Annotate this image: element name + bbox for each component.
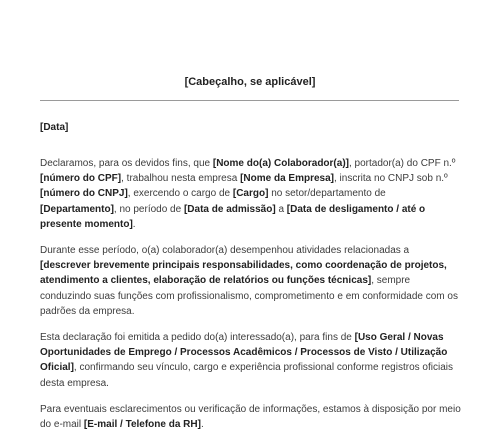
admission-date-placeholder: [Data de admissão]: [183, 203, 276, 215]
responsibilities-placeholder: [descrever brevemente principais responsabilidades, como coordenação de projetos, atendimento a clientes, elaboração de relatórios ou funções técnicas]: [40, 260, 447, 287]
text: Declaramos, para os devidos fins, que: [40, 158, 213, 169]
employee-name-placeholder: [Nome do(a) Colaborador(a)]: [212, 158, 349, 169]
text: , sempre conduzindo suas funções com profissionalismo, comprometimento e em conformidade com os padrões da empresa.: [40, 275, 458, 317]
text: , inscrita no CNPJ sob n.º: [334, 173, 448, 185]
cnpj-placeholder: [número do CNPJ]: [40, 188, 128, 200]
contact-paragraph: [40, 402, 462, 432]
text: .: [200, 419, 204, 431]
text: a: [275, 203, 287, 215]
text: .: [132, 218, 136, 230]
declaration-paragraph: [40, 156, 462, 232]
department-placeholder: [Departamento]: [40, 203, 114, 215]
contact-placeholder: [E-mail / Telefone da RH]: [83, 419, 201, 431]
document-header: [Cabeçalho, se aplicável]: [184, 76, 316, 88]
company-name-placeholder: [Nome da Empresa]: [240, 173, 334, 185]
text: , portador(a) do CPF n.º: [348, 158, 456, 169]
header-divider: [40, 100, 459, 101]
text: , confirmando seu vínculo, cargo e experiência profissional conforme registros oficiais desta empresa.: [40, 362, 453, 389]
text: Para eventuais esclarecimentos ou verificação de informações, estamos à disposição por meio do e-mail: [40, 403, 461, 431]
document-date: [Data]: [40, 122, 69, 133]
text: no setor/departamento de: [268, 188, 386, 200]
purpose-placeholder: [Uso Geral / Novas Oportunidades de Emprego / Processos Acadêmicos / Processos de Visto / Utilização Oficial]: [40, 332, 448, 374]
document-body: [40, 120, 462, 432]
cpf-placeholder: [número do CPF]: [40, 173, 122, 185]
text: Durante esse período, o(a) colaborador(a) desempenhou atividades relacionadas a: [40, 245, 410, 257]
purpose-paragraph: [40, 330, 462, 391]
responsibilities-paragraph: [40, 243, 462, 319]
text: , exercendo o cargo de: [127, 188, 233, 200]
job-title-placeholder: [Cargo]: [232, 188, 269, 200]
text: Esta declaração foi emitida a pedido do(a) interessado(a), para fins de: [40, 332, 355, 344]
text: , trabalhou nesta empresa: [121, 173, 241, 185]
text: , no período de: [113, 203, 184, 215]
termination-date-placeholder: [Data de desligamento / até o presente momento]: [40, 203, 426, 230]
